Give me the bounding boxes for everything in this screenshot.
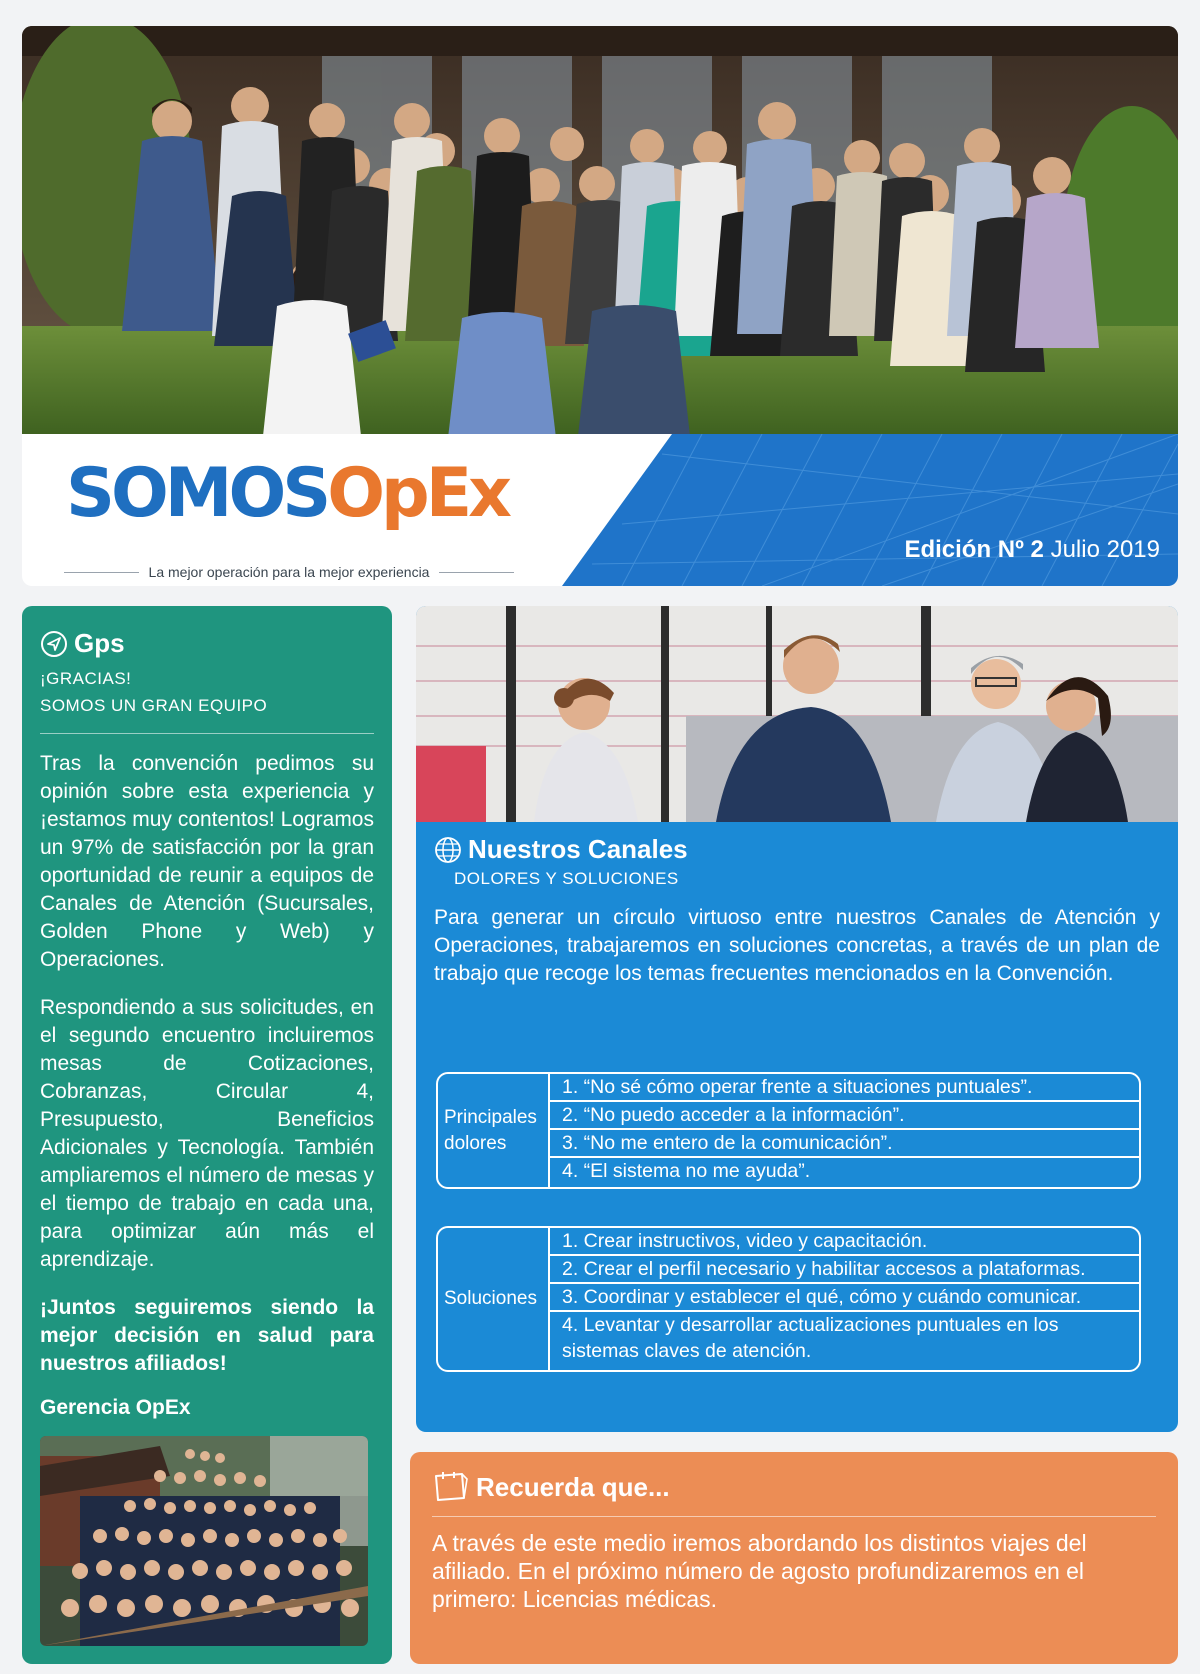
globe-icon — [434, 836, 462, 864]
tagline-rule-left — [64, 572, 139, 573]
edition-label: Edición Nº 2 — [904, 536, 1044, 563]
logo-opex: OpEx — [327, 454, 509, 533]
solutions-table — [436, 1226, 1141, 1372]
note-icon — [432, 1470, 470, 1504]
gps-title: Gps — [74, 628, 125, 658]
brand-band — [22, 434, 1178, 586]
pain-item: 4. “El sistema no me ayuda”. — [562, 1160, 811, 1182]
gps-subtitle-line2: SOMOS UN GRAN EQUIPO — [40, 696, 268, 715]
canales-card — [416, 606, 1178, 1432]
header-card — [22, 26, 1178, 586]
gps-paragraph-3: ¡Juntos seguiremos siendo la mejor decisión en salud para nuestros afiliados! — [40, 1296, 374, 1375]
recuerda-card — [410, 1452, 1178, 1664]
gps-paragraph-2: Respondiendo a sus solicitudes, en el segundo encuentro incluiremos mesas de Cotizaciones, Cobranzas, Circular 4, Presupuesto, Beneficios Adicionales y Tecnología. También ampliaremos el número de mesas y el tiempo de trabajo en cada una, para optimizar aún más el aprendizaje. — [40, 996, 374, 1271]
office-meeting-illustration — [416, 606, 1178, 822]
recuerda-heading — [432, 1470, 1156, 1504]
solutions-rows — [550, 1228, 1139, 1370]
solutions-label: Soluciones — [438, 1228, 550, 1370]
tagline-rule-right — [439, 572, 514, 573]
gps-subtitle-line1: ¡GRACIAS! — [40, 669, 132, 688]
gps-heading — [40, 628, 374, 659]
recuerda-title: Recuerda que... — [476, 1471, 670, 1502]
gps-card — [22, 606, 392, 1664]
solution-item: 3. Coordinar y establecer el qué, cómo y cuándo comunicar. — [550, 1284, 1139, 1312]
pain-item: 3. “No me entero de la comunicación”. — [550, 1130, 1139, 1158]
solution-item: 4. Levantar y desarrollar actualizaciones puntuales en los sistemas claves de atención. — [562, 1314, 1059, 1362]
solution-item: 1. Crear instructivos, video y capacitación. — [550, 1228, 1139, 1256]
solution-item: 2. Crear el perfil necesario y habilitar accesos a plataformas. — [550, 1256, 1139, 1284]
pains-table — [436, 1072, 1141, 1189]
recuerda-divider — [432, 1516, 1156, 1517]
gps-divider — [40, 733, 374, 734]
team-photo-illustration — [22, 26, 1178, 434]
tagline: La mejor operación para la mejor experiencia — [148, 564, 430, 580]
office-meeting-photo — [416, 606, 1178, 822]
team-photo — [22, 26, 1178, 434]
logo-somos: SOMOS — [66, 454, 328, 533]
pains-label: Principales dolores — [438, 1074, 550, 1187]
pains-rows — [550, 1074, 1139, 1187]
navigation-arrow-icon — [40, 630, 68, 658]
pain-item: 2. “No puedo acceder a la información”. — [550, 1102, 1139, 1130]
edition-info — [904, 536, 1160, 564]
tagline-row — [64, 564, 514, 580]
canales-subtitle: DOLORES Y SOLUCIONES — [454, 869, 679, 888]
gps-paragraph-1: Tras la convención pedimos su opinión sobre esta experiencia y ¡estamos muy contentos! Logramos un 97% de satisfacción por la gran oportunidad de reunir a equipos de Canales de Atención (Sucursales, Golden Phone y Web) y Operaciones. — [40, 752, 374, 971]
canales-body — [416, 834, 1178, 988]
pain-item: 1. “No sé cómo operar frente a situaciones puntuales”. — [550, 1074, 1139, 1102]
canales-intro: Para generar un círculo virtuoso entre nuestros Canales de Atención y Operaciones, trabajaremos en soluciones concretas, a través de un plan de trabajo que recoge los temas frecuentes mencionados en la Convención. — [434, 906, 1160, 985]
canales-heading — [434, 834, 1160, 865]
gps-subtitle — [40, 665, 374, 719]
gps-signature: Gerencia OpEx — [40, 1396, 191, 1419]
group-photo-illustration — [40, 1436, 368, 1646]
edition-date: Julio 2019 — [1050, 536, 1160, 563]
canales-title: Nuestros Canales — [468, 834, 688, 864]
recuerda-text: A través de este medio iremos abordando los distintos viajes del afiliado. En el próximo número de agosto profundizaremos en el primero: Licencias médicas. — [432, 1530, 1087, 1612]
group-photo — [40, 1436, 368, 1646]
somosopex-logo — [66, 454, 508, 534]
